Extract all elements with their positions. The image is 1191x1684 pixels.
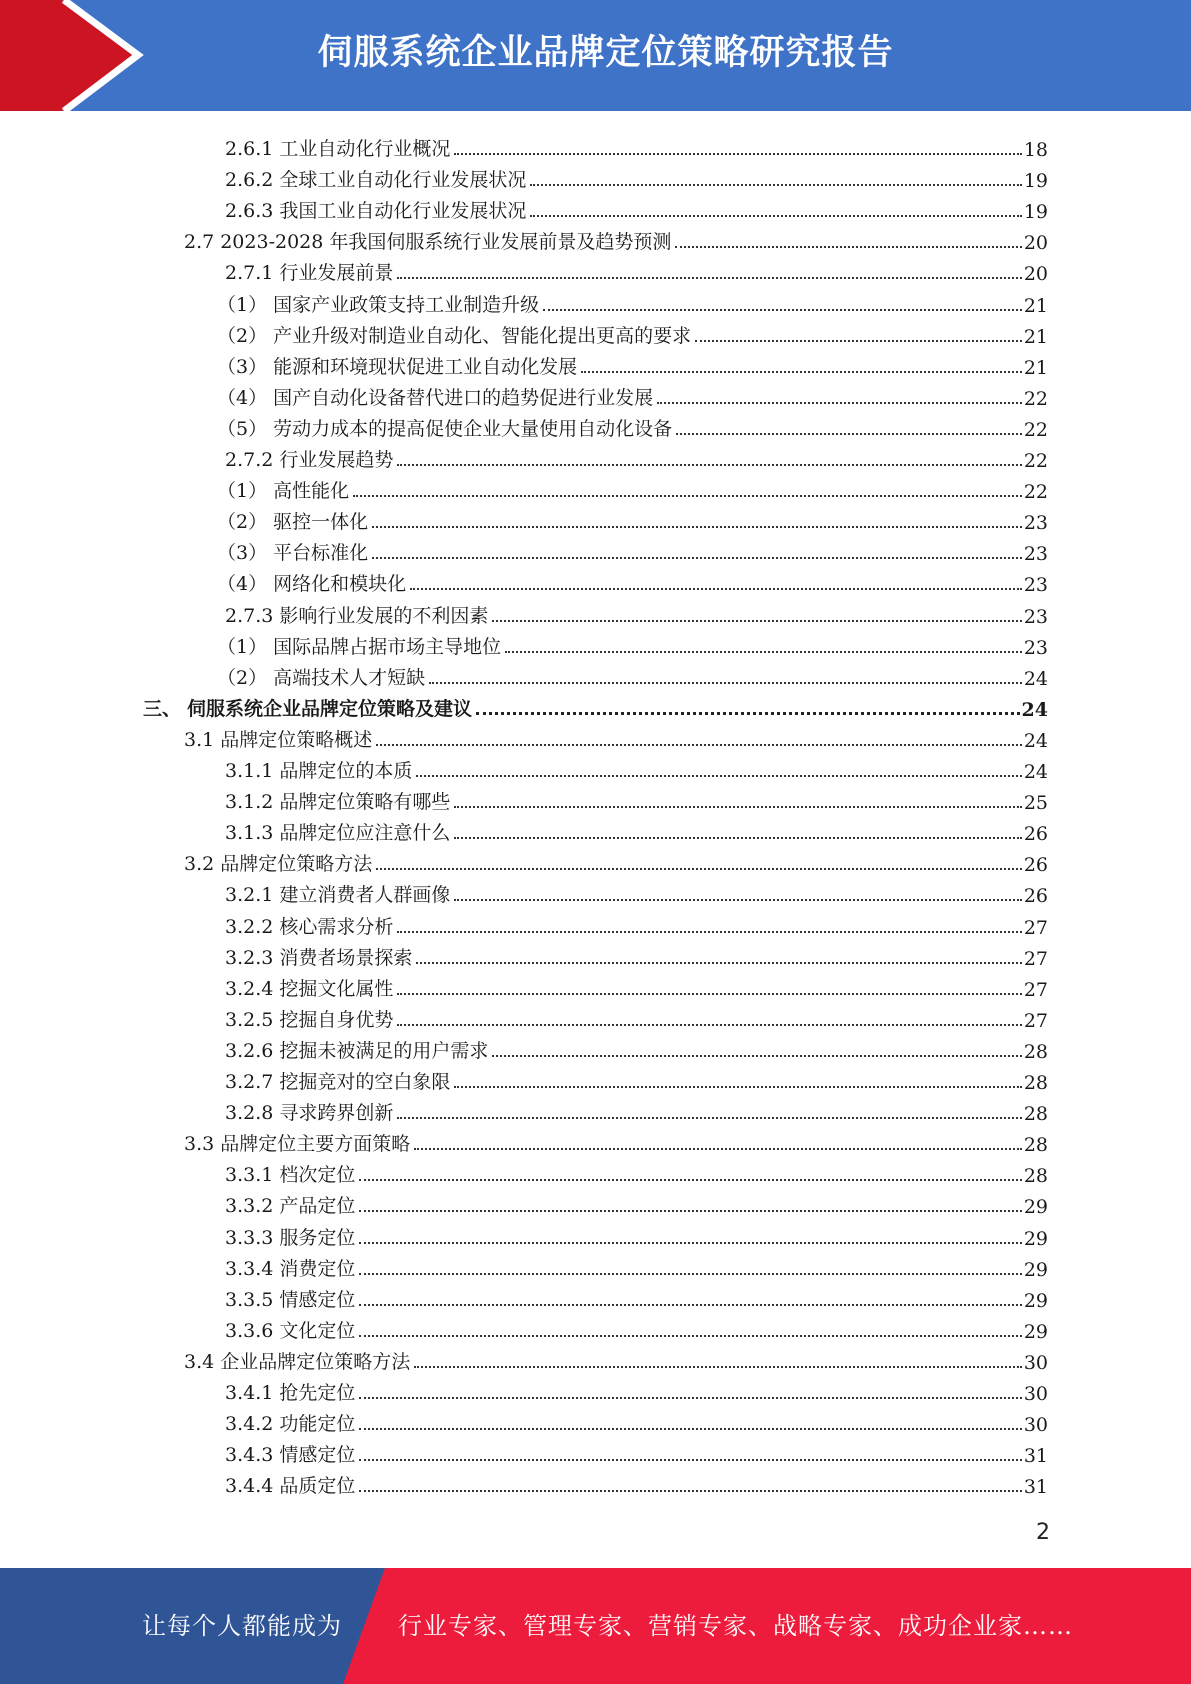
toc-entry-page: 19 — [1023, 170, 1048, 193]
toc-dot-leader — [397, 1023, 1021, 1026]
toc-entry[interactable] — [0, 1281, 1191, 1312]
toc-entry-label — [217, 476, 350, 503]
toc-entry[interactable] — [0, 752, 1191, 783]
toc-entry-page: 29 — [1023, 1258, 1048, 1281]
toc-entry[interactable] — [0, 845, 1191, 876]
toc-dot-leader — [414, 1147, 1022, 1150]
toc-entry-page: 20 — [1023, 232, 1048, 255]
toc-entry[interactable] — [0, 254, 1191, 285]
toc-entry-text: 驱控一体化 — [273, 511, 369, 534]
toc-entry-page: 19 — [1023, 201, 1048, 224]
toc-entry-number: 2.7 — [184, 231, 215, 254]
toc-entry-page: 29 — [1023, 1227, 1048, 1250]
toc-entry[interactable] — [0, 908, 1191, 939]
toc-entry-page: 22 — [1023, 418, 1048, 441]
toc-entry-text: 挖掘竞对的空白象限 — [279, 1071, 451, 1093]
toc-entry-label — [184, 725, 372, 752]
toc-entry-text: 挖掘自身优势 — [279, 1008, 394, 1031]
toc-dot-leader — [429, 681, 1022, 684]
toc-entry-number: 3.4.3 — [225, 1444, 274, 1467]
toc-entry-text: 产品定位 — [279, 1195, 356, 1218]
toc-entry-number: 3.2.2 — [225, 915, 274, 938]
toc-entry-label — [225, 165, 526, 192]
toc-dot-leader — [376, 743, 1022, 746]
toc-entry-page: 28 — [1023, 1103, 1048, 1126]
toc-entry-text: 国家产业政策支持工业制造升级 — [273, 293, 540, 316]
toc-dot-leader — [359, 1427, 1021, 1430]
toc-dot-leader — [397, 463, 1021, 466]
toc-entry-label — [217, 383, 654, 410]
toc-entry-label — [217, 290, 540, 317]
toc-dot-leader — [353, 494, 1022, 497]
toc-entry-page: 28 — [1023, 1040, 1048, 1063]
toc-entry-page: 25 — [1023, 792, 1048, 815]
toc-entry-page: 27 — [1023, 947, 1048, 970]
toc-entry-text: 产业升级对制造业自动化、智能化提出更高的要求 — [273, 324, 692, 347]
toc-entry-page: 28 — [1023, 1072, 1048, 1094]
toc-entry-label — [225, 943, 412, 970]
toc-entry-label — [225, 1160, 355, 1187]
toc-entry[interactable] — [0, 1374, 1191, 1405]
toc-dot-leader — [454, 1085, 1021, 1088]
toc-entry[interactable] — [0, 659, 1191, 690]
toc-entry-label — [225, 1036, 488, 1063]
toc-entry-page: 22 — [1023, 450, 1048, 472]
toc-entry-text: 品牌定位策略概述 — [220, 728, 373, 751]
toc-dot-leader — [359, 1334, 1021, 1337]
toc-entry-number: 3.2.6 — [225, 1039, 274, 1062]
toc-dot-leader — [657, 401, 1022, 404]
toc-entry-label — [225, 1378, 355, 1405]
toc-entry-label — [217, 507, 369, 534]
toc-entry[interactable] — [0, 1467, 1191, 1498]
toc-entry-label — [225, 134, 450, 161]
toc-dot-leader — [410, 587, 1022, 590]
toc-entry-number: 2.6.1 — [225, 138, 274, 160]
toc-dot-leader — [416, 774, 1021, 777]
toc-entry-text: 品牌定位应注意什么 — [279, 822, 451, 845]
toc-entry-page: 23 — [1023, 543, 1048, 566]
toc-entry[interactable] — [0, 1219, 1191, 1250]
toc-entry[interactable] — [0, 410, 1191, 441]
toc-entry-text: 挖掘未被满足的用户需求 — [279, 1039, 489, 1062]
toc-entry[interactable] — [0, 721, 1191, 752]
toc-entry-label — [217, 414, 673, 441]
toc-entry-number: （4） — [217, 573, 268, 596]
toc-entry-label — [225, 1471, 355, 1498]
toc-entry-text: 高端技术人才短缺 — [273, 666, 426, 689]
toc-entry-label — [225, 1005, 393, 1032]
toc-entry-number: 3.2.1 — [225, 884, 274, 907]
toc-dot-leader — [454, 836, 1021, 839]
toc-entry-label — [217, 352, 578, 379]
toc-entry[interactable] — [0, 1125, 1191, 1156]
toc-entry-text: 工业自动化行业概况 — [279, 138, 451, 160]
toc-entry[interactable] — [0, 286, 1191, 317]
toc-dot-leader — [505, 650, 1022, 653]
toc-entry-number: （1） — [217, 293, 268, 316]
toc-entry-text: 寻求跨界创新 — [279, 1102, 394, 1125]
toc-entry-number: 2.6.3 — [225, 200, 274, 223]
toc-entry-text: 档次定位 — [279, 1164, 356, 1187]
toc-entry-page: 23 — [1023, 574, 1048, 597]
toc-dot-leader — [359, 1272, 1021, 1275]
toc-entry-label — [184, 1347, 410, 1374]
toc-entry-number: （3） — [217, 355, 268, 378]
toc-dot-leader — [530, 214, 1021, 217]
toc-entry-text: 平台标准化 — [273, 542, 369, 565]
toc-entry-label — [225, 445, 393, 472]
toc-entry-label — [225, 1223, 355, 1250]
toc-entry-number: 2.7.1 — [225, 262, 274, 285]
toc-entry-page: 27 — [1023, 1009, 1048, 1032]
toc-entry-label — [225, 1316, 355, 1343]
toc-entry-label — [217, 632, 502, 659]
toc-entry-label — [225, 1409, 355, 1436]
toc-entry-text: 国际品牌占据市场主导地位 — [273, 635, 502, 658]
toc-entry-text: 行业发展趋势 — [279, 449, 394, 471]
toc-entry[interactable] — [0, 565, 1191, 596]
toc-entry-text: 消费者场景探索 — [279, 946, 413, 969]
toc-entry-text: 品牌定位主要方面策略 — [220, 1133, 411, 1156]
toc-dot-leader — [397, 1116, 1021, 1119]
toc-entry[interactable] — [0, 597, 1191, 628]
toc-entry-number: （3） — [217, 542, 268, 565]
toc-entry[interactable] — [0, 441, 1191, 472]
toc-entry[interactable] — [0, 1001, 1191, 1032]
toc-entry-label — [217, 663, 426, 690]
toc-entry-text: 服务定位 — [279, 1226, 356, 1249]
toc-dot-leader — [695, 339, 1022, 342]
toc-dot-leader — [359, 1303, 1021, 1306]
toc-dot-leader — [675, 245, 1021, 248]
toc-entry-text: 品质定位 — [279, 1475, 356, 1498]
toc-entry-text: 行业发展前景 — [279, 262, 394, 285]
toc-entry[interactable] — [0, 503, 1191, 534]
toc-dot-leader — [397, 276, 1021, 279]
toc-dot-leader — [359, 1178, 1021, 1181]
toc-entry-text: 文化定位 — [279, 1319, 356, 1342]
toc-entry-text: 挖掘文化属性 — [279, 977, 394, 1000]
toc-entry[interactable] — [0, 1156, 1191, 1187]
toc-entry-number: 3.2.7 — [225, 1071, 274, 1093]
toc-entry-page: 24 — [1023, 729, 1048, 752]
toc-entry-page: 22 — [1023, 481, 1048, 504]
toc-entry[interactable] — [0, 379, 1191, 410]
toc-entry-page: 29 — [1023, 1196, 1048, 1219]
toc-entry-page: 28 — [1023, 1134, 1048, 1157]
toc-entry-text: 核心需求分析 — [279, 915, 394, 938]
toc-entry-number: （1） — [217, 635, 268, 658]
toc-dot-leader — [454, 898, 1021, 901]
toc-entry[interactable] — [0, 1343, 1191, 1374]
toc-entry[interactable] — [0, 317, 1191, 348]
toc-entry-number: 3.4.2 — [225, 1413, 274, 1436]
toc-dot-leader — [492, 619, 1021, 622]
toc-entry-number: 三、 — [143, 697, 182, 720]
toc-entry[interactable] — [0, 783, 1191, 814]
toc-entry-text: 2023-2028 年我国伺服系统行业发展前景及趋势预测 — [220, 231, 672, 254]
toc-entry-label — [225, 1098, 393, 1125]
toc-entry-page: 29 — [1023, 1289, 1048, 1312]
toc-entry[interactable] — [0, 1312, 1191, 1343]
toc-entry-page: 29 — [1023, 1320, 1048, 1343]
toc-dot-leader — [359, 1489, 1021, 1492]
toc-entry-text: 全球工业自动化行业发展状况 — [279, 169, 527, 192]
toc-entry-number: 3.2 — [184, 853, 215, 876]
toc-entry-text: 高性能化 — [273, 480, 350, 503]
toc-entry[interactable] — [0, 161, 1191, 192]
toc-entry[interactable] — [0, 1063, 1191, 1094]
toc-entry-page: 31 — [1023, 1445, 1048, 1468]
toc-entry-text: 能源和环境现状促进工业自动化发展 — [273, 355, 578, 378]
toc-entry-label — [184, 227, 671, 254]
toc-entry-label — [143, 694, 472, 721]
toc-dot-leader — [476, 711, 1020, 715]
toc-dot-leader — [414, 1365, 1022, 1368]
toc-entry-number: 3.1.1 — [225, 760, 274, 782]
toc-entry-text: 影响行业发展的不利因素 — [279, 604, 489, 627]
toc-entry-number: 3.3.3 — [225, 1226, 274, 1249]
toc-entry-label — [225, 1067, 450, 1094]
toc-entry[interactable] — [0, 628, 1191, 659]
toc-entry-page: 23 — [1023, 605, 1048, 628]
page-header — [0, 0, 1191, 111]
toc-entry-number: （4） — [217, 386, 268, 409]
toc-entry-text: 劳动力成本的提高促使企业大量使用自动化设备 — [273, 417, 673, 440]
toc-entry[interactable] — [0, 130, 1191, 161]
toc-entry-label — [217, 538, 369, 565]
toc-entry[interactable] — [0, 1094, 1191, 1125]
toc-entry-number: 2.7.3 — [225, 604, 274, 627]
toc-entry[interactable] — [0, 1436, 1191, 1467]
toc-entry-label — [225, 756, 412, 783]
toc-entry-text: 网络化和模块化 — [273, 573, 407, 596]
toc-entry-page: 21 — [1023, 356, 1048, 379]
toc-entry[interactable] — [0, 814, 1191, 845]
toc-entry-number: 3.2.5 — [225, 1008, 274, 1031]
toc-entry-page: 26 — [1023, 823, 1048, 846]
toc-entry[interactable] — [0, 1032, 1191, 1063]
toc-entry-label — [225, 196, 526, 223]
page-number: 2 — [1036, 1520, 1050, 1545]
toc-entry[interactable] — [0, 472, 1191, 503]
toc-dot-leader — [492, 1054, 1021, 1057]
toc-entry-text: 品牌定位策略方法 — [220, 853, 373, 876]
toc-dot-leader — [416, 961, 1021, 964]
toc-entry-page: 31 — [1023, 1476, 1048, 1499]
toc-entry-number: （2） — [217, 511, 268, 534]
toc-entry-number: 3.1.3 — [225, 822, 274, 845]
toc-entry-number: 3.3.5 — [225, 1288, 274, 1311]
toc-dot-leader — [543, 308, 1022, 311]
toc-entry-text: 国产自动化设备替代进口的趋势促进行业发展 — [273, 386, 654, 409]
toc-entry-label — [225, 912, 393, 939]
toc-entry-label — [225, 787, 450, 814]
toc-entry[interactable] — [0, 1405, 1191, 1436]
toc-entry-number: 3.3.4 — [225, 1257, 274, 1280]
toc-entry[interactable] — [0, 970, 1191, 1001]
toc-entry[interactable] — [0, 690, 1191, 721]
toc-entry-text: 消费定位 — [279, 1257, 356, 1280]
toc-entry-page: 24 — [1023, 667, 1048, 690]
toc-entry-number: 3.3.2 — [225, 1195, 274, 1218]
toc-entry-text: 情感定位 — [279, 1444, 356, 1467]
toc-entry-number: 2.7.2 — [225, 449, 274, 471]
toc-entry-page: 18 — [1023, 139, 1048, 161]
toc-entry[interactable] — [0, 876, 1191, 907]
toc-entry-label — [225, 258, 393, 285]
toc-entry-page: 20 — [1023, 263, 1048, 286]
toc-dot-leader — [372, 556, 1022, 559]
toc-entry-page: 22 — [1023, 387, 1048, 410]
toc-entry-number: （2） — [217, 666, 268, 689]
toc-entry-page: 24 — [1021, 698, 1048, 721]
toc-entry-page: 26 — [1023, 854, 1048, 877]
toc-entry-label — [225, 1191, 355, 1218]
toc-entry-page: 21 — [1023, 294, 1048, 317]
toc-entry-number: 2.6.2 — [225, 169, 274, 192]
toc-entry-number: 3.3.1 — [225, 1164, 274, 1187]
toc-entry-page: 21 — [1023, 325, 1048, 348]
toc-entry-label — [225, 601, 488, 628]
toc-entry-text: 抢先定位 — [279, 1382, 356, 1404]
toc-dot-leader — [359, 1396, 1021, 1399]
toc-entry-label — [225, 1440, 355, 1467]
toc-dot-leader — [359, 1241, 1021, 1244]
toc-entry-number: 3.1.2 — [225, 791, 274, 814]
toc-dot-leader — [376, 867, 1022, 870]
footer-slogan-right: 行业专家、管理专家、营销专家、战略专家、成功企业家…… — [398, 1612, 1073, 1640]
toc-entry-text: 品牌定位的本质 — [279, 760, 413, 782]
toc-entry-label — [184, 849, 372, 876]
toc-entry-label — [225, 1254, 355, 1281]
toc-entry-number: （1） — [217, 480, 268, 503]
toc-entry-label — [184, 1129, 410, 1156]
toc-entry[interactable] — [0, 1187, 1191, 1218]
toc-entry-page: 27 — [1023, 978, 1048, 1001]
toc-entry[interactable] — [0, 192, 1191, 223]
toc-entry-page: 30 — [1023, 1351, 1048, 1374]
toc-entry-page: 23 — [1023, 512, 1048, 535]
toc-entry-text: 品牌定位策略有哪些 — [279, 791, 451, 814]
toc-entry[interactable] — [0, 223, 1191, 254]
toc-entry-number: 3.3.6 — [225, 1319, 274, 1342]
toc-entry-label — [225, 1285, 355, 1312]
toc-dot-leader — [676, 432, 1022, 435]
toc-entry-number: 3.2.8 — [225, 1102, 274, 1125]
toc-entry-label — [225, 880, 450, 907]
toc-entry-text: 功能定位 — [279, 1413, 356, 1436]
report-title: 伺服系统企业品牌定位策略研究报告 — [317, 33, 894, 73]
toc-entry-text: 情感定位 — [279, 1288, 356, 1311]
toc-entry[interactable] — [0, 939, 1191, 970]
toc-entry[interactable] — [0, 1250, 1191, 1281]
toc-entry-number: 3.1 — [184, 728, 215, 751]
toc-entry-page: 30 — [1023, 1383, 1048, 1405]
toc-entry-number: 3.3 — [184, 1133, 215, 1156]
toc-dot-leader — [372, 525, 1022, 528]
toc-dot-leader — [454, 805, 1021, 808]
toc-entry-number: 3.4.1 — [225, 1382, 274, 1404]
toc-entry-label — [217, 321, 692, 348]
toc-entry-number: 3.4 — [184, 1350, 215, 1373]
toc-dot-leader — [454, 152, 1021, 155]
toc-entry-page: 24 — [1023, 761, 1048, 783]
toc-entry[interactable] — [0, 348, 1191, 379]
toc-entry-page: 28 — [1023, 1165, 1048, 1188]
toc-dot-leader — [359, 1209, 1021, 1212]
toc-entry-text: 伺服系统企业品牌定位策略及建议 — [187, 697, 473, 720]
toc-entry-number: 3.4.4 — [225, 1475, 274, 1498]
toc-entry-page: 27 — [1023, 916, 1048, 939]
toc-dot-leader — [397, 992, 1021, 995]
toc-entry-label — [217, 569, 407, 596]
toc-entry-label — [225, 974, 393, 1001]
toc-entry-page: 30 — [1023, 1414, 1048, 1437]
toc-entry-text: 企业品牌定位策略方法 — [220, 1350, 411, 1373]
toc-entry-page: 23 — [1023, 636, 1048, 659]
page-footer — [0, 1568, 1191, 1684]
toc-entry-text: 建立消费者人群画像 — [279, 884, 451, 907]
toc-entry-number: （5） — [217, 417, 268, 440]
toc-entry-text: 我国工业自动化行业发展状况 — [279, 200, 527, 223]
toc-dot-leader — [581, 370, 1022, 373]
toc-dot-leader — [359, 1458, 1021, 1461]
footer-slogan-left: 让每个人都能成为 — [142, 1612, 342, 1640]
toc-dot-leader — [530, 183, 1021, 186]
toc-entry-number: 3.2.4 — [225, 977, 274, 1000]
toc-entry-page: 26 — [1023, 885, 1048, 908]
toc-entry[interactable] — [0, 534, 1191, 565]
toc-entry-number: 3.2.3 — [225, 946, 274, 969]
toc-dot-leader — [397, 930, 1021, 933]
toc-entry-label — [225, 818, 450, 845]
toc-entry-number: （2） — [217, 324, 268, 347]
